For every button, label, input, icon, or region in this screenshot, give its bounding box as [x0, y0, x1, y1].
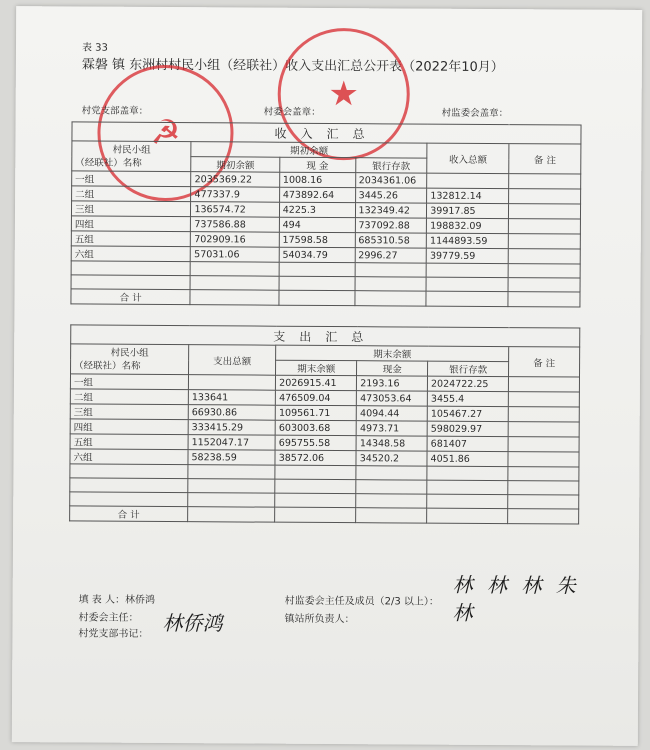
- income-cell-opening: 702909.16: [191, 232, 279, 248]
- expense-cell-remark: [508, 452, 579, 467]
- income-cell-remark: [509, 234, 581, 249]
- expense-cell-name: 三组: [70, 404, 188, 420]
- income-opening-amount-header: 期初余额: [191, 157, 279, 173]
- expense-cell-remark: [508, 437, 579, 452]
- expense-total-header: 支出总额: [189, 345, 276, 376]
- expense-bank-header: 银行存款: [428, 361, 509, 376]
- supervision-seal-label: 村监委会盖章：: [441, 107, 509, 120]
- income-cell-cash: 17598.58: [279, 232, 355, 247]
- expense-cell-bank: 598029.97: [427, 421, 508, 436]
- income-cell-bank: 2034361.06: [355, 173, 427, 188]
- income-cell-bank: 2996.27: [355, 248, 427, 263]
- income-cell-income: 39779.59: [426, 248, 508, 264]
- income-cell-opening: 57031.06: [191, 247, 279, 263]
- expense-group-header: 村民小组 （经联社）名称: [71, 344, 189, 375]
- expense-cell-name: 四组: [70, 419, 188, 435]
- income-group-header: 村民小组 （经联社）名称: [72, 141, 192, 172]
- income-cell-income: 198832.09: [427, 218, 509, 234]
- income-bank-header: 银行存款: [355, 158, 427, 173]
- income-section-title: 收入汇总: [72, 122, 581, 144]
- income-cell-opening: 737586.88: [191, 217, 279, 233]
- form-number: 表 33: [81, 42, 108, 54]
- secretary-signature: 林侨鸿: [162, 610, 223, 636]
- preparer-name: 林侨鸿: [124, 594, 156, 606]
- income-table: [70, 121, 581, 307]
- expense-cell-closing: 109561.71: [275, 405, 356, 420]
- expense-remarks-header: 备 注: [509, 347, 580, 377]
- income-cell-cash: 54034.79: [279, 247, 355, 262]
- income-cell-name: 四组: [71, 216, 191, 232]
- station-head-label: 镇站所负责人：: [284, 613, 355, 626]
- preparer-row: [79, 590, 155, 605]
- expense-cell-bank: 2024722.25: [427, 376, 508, 391]
- expense-cell-cash: 4094.44: [357, 406, 428, 421]
- income-cell-opening: 136574.72: [191, 202, 279, 218]
- expense-cell-bank: 3455.4: [427, 391, 508, 406]
- expense-cell-expense: 133641: [188, 390, 275, 406]
- income-total-header: 收入总额: [427, 143, 509, 174]
- income-cell-cash: 494: [279, 217, 355, 232]
- expense-cell-cash: 4973.71: [356, 421, 427, 436]
- income-remarks-header: 备 注: [509, 144, 581, 174]
- expense-total-label: 合 计: [70, 506, 188, 522]
- expense-section-title: 支出汇总: [71, 325, 580, 347]
- star-icon: ★: [328, 74, 360, 115]
- income-cell-bank: 132349.42: [355, 203, 427, 218]
- income-cell-bank: 737092.88: [355, 218, 427, 233]
- income-opening-balance-header: 期初余额: [191, 142, 427, 158]
- income-cell-cash: 1008.16: [279, 172, 355, 187]
- income-cell-income: [427, 173, 509, 189]
- committee-director-label: 村委会主任：: [78, 612, 139, 624]
- members-signatures: 林 林 林 朱 林: [452, 572, 580, 625]
- hammer-sickle-icon: ☭: [150, 112, 181, 154]
- income-cell-income: 39917.85: [427, 203, 509, 219]
- committee-seal-label: 村委会盖章：: [263, 106, 321, 118]
- expense-cell-closing: 695755.58: [275, 435, 356, 450]
- expense-cell-expense: 58238.59: [188, 450, 275, 466]
- income-cell-income: 132812.14: [427, 188, 509, 204]
- expense-cell-cash: 34520.2: [356, 451, 427, 466]
- income-cell-name: 六组: [71, 246, 191, 262]
- expense-cell-expense: 333415.29: [188, 420, 275, 436]
- expense-cell-name: 六组: [70, 449, 188, 465]
- expense-cell-remark: [508, 392, 579, 407]
- document-sheet: [12, 6, 642, 746]
- expense-cell-closing: 476509.04: [276, 390, 357, 405]
- income-cash-header: 现 金: [279, 157, 355, 172]
- expense-cell-remark: [508, 407, 579, 422]
- income-cell-income: 1144893.59: [427, 233, 509, 249]
- expense-cell-expense: [188, 375, 275, 391]
- page-title: 霖磐 镇 东洲村村民小组（经联社）收入支出汇总公开表（2022年10月）: [81, 57, 504, 76]
- expense-cell-bank: 681407: [427, 436, 508, 451]
- expense-cell-cash: 2193.16: [357, 376, 428, 391]
- income-cell-remark: [509, 174, 581, 189]
- party-secretary-label: 村党支部书记：: [78, 628, 149, 640]
- income-cell-bank: 685310.58: [355, 233, 427, 248]
- expense-cell-expense: 66930.86: [188, 405, 275, 421]
- preparer-label: 填 表 人：: [78, 594, 126, 606]
- expense-cell-name: 一组: [70, 374, 188, 390]
- expense-cell-cash: 473053.64: [357, 391, 428, 406]
- income-cell-name: 一组: [72, 171, 192, 187]
- party-seal-label: 村党支部盖章：: [81, 105, 149, 117]
- income-cell-opening: 477337.9: [191, 187, 279, 203]
- income-cell-bank: 3445.26: [355, 188, 427, 203]
- expense-table: [69, 324, 580, 524]
- expense-cell-closing: 2026915.41: [276, 375, 357, 390]
- income-cell-cash: 473892.64: [279, 187, 355, 202]
- expense-cell-bank: 4051.86: [427, 451, 508, 466]
- income-cell-remark: [508, 249, 580, 264]
- income-cell-remark: [509, 219, 581, 234]
- expense-cell-closing: 38572.06: [275, 450, 356, 465]
- expense-cell-remark: [508, 422, 579, 437]
- expense-cash-header: 现金: [357, 361, 428, 376]
- expense-closing-balance-header: 期末余额: [276, 345, 509, 361]
- supervision-members-label: 村监委会主任及成员（2/3 以上）：: [284, 595, 439, 608]
- expense-cell-closing: 603003.68: [275, 420, 356, 435]
- expense-cell-cash: 14348.58: [356, 436, 427, 451]
- expense-cell-name: 五组: [70, 434, 188, 450]
- income-cell-remark: [509, 204, 581, 219]
- expense-cell-expense: 1152047.17: [188, 435, 275, 451]
- income-cell-remark: [509, 189, 581, 204]
- income-cell-opening: 2035369.22: [191, 172, 279, 188]
- income-cell-name: 三组: [71, 201, 191, 217]
- expense-cell-remark: [509, 377, 580, 392]
- expense-cell-name: 二组: [70, 389, 188, 405]
- income-cell-name: 二组: [72, 186, 192, 202]
- expense-cell-bank: 105467.27: [427, 406, 508, 421]
- expense-closing-amount-header: 期末余额: [276, 360, 357, 375]
- income-total-label: 合 计: [71, 289, 191, 305]
- income-cell-cash: 4225.3: [279, 202, 355, 217]
- income-cell-name: 五组: [71, 231, 191, 247]
